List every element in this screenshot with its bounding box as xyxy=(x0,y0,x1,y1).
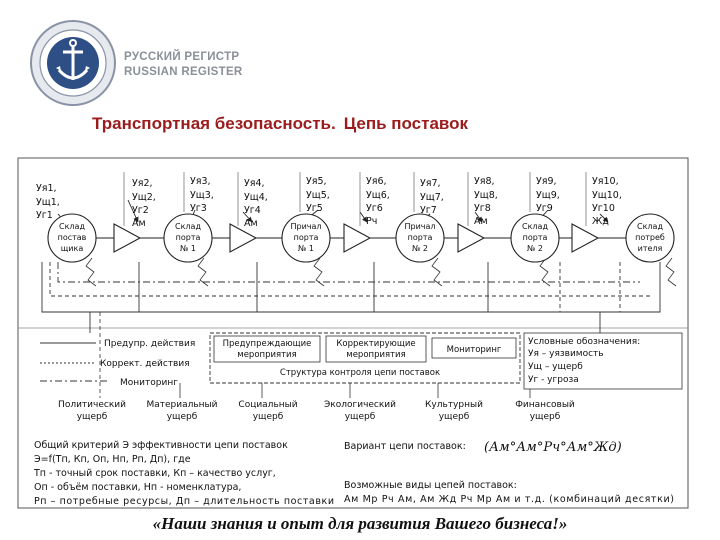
damage-material-1: Материальный xyxy=(146,400,218,410)
footer-slogan: «Наши знания и опыт для развития Вашего бизнеса!» xyxy=(152,514,568,533)
label-ug4: Уг4 xyxy=(244,205,261,216)
label-ush1: Ущ1, xyxy=(36,197,60,208)
damage-ecological-1: Экологический xyxy=(324,400,396,410)
label-uya1: Уя1, xyxy=(36,183,57,194)
label-ug2: Уг2 xyxy=(132,205,149,216)
label-uya7: Уя7, xyxy=(420,178,441,189)
transport-triangle-4 xyxy=(458,224,484,252)
damage-financial-2: ущерб xyxy=(529,412,561,422)
label-uya4: Уя4, xyxy=(244,178,265,189)
label-ush9: Ущ9, xyxy=(536,190,560,201)
brand-name-en: RUSSIAN REGISTER xyxy=(124,66,243,78)
label-ug1: Уг1 xyxy=(36,210,53,221)
label-uya10: Уя10, xyxy=(592,176,619,187)
label-uya3: Уя3, xyxy=(190,176,211,187)
preventive-line1: Предупреждающие xyxy=(222,339,312,349)
criterion-def-3: Рп – потребные ресурсы, Дп – длительность поставки xyxy=(34,496,334,507)
node-label-4c: № 2 xyxy=(412,244,428,253)
node-label-1a: Склад xyxy=(59,222,85,231)
chains-examples: Ам Мр Рч Ам, Ам Жд Рч Мр Ам и т.д. (комбинаций десятки) xyxy=(344,494,674,505)
node-label-6c: ителя xyxy=(637,244,663,253)
corrective-line1: Корректирующие xyxy=(336,339,416,349)
node-label-1b: постав xyxy=(57,233,87,242)
node-label-2b: порта xyxy=(175,233,201,242)
notation-uya: Уя – уязвимость xyxy=(528,349,604,359)
damage-ecological-2: ущерб xyxy=(344,412,376,422)
node-label-5c: № 2 xyxy=(527,244,543,253)
variant-formula: (Ам°Ам°Рч°Ам°Жд) xyxy=(484,440,622,455)
label-mode6: Рч xyxy=(366,216,378,227)
node-label-4a: Причал xyxy=(404,222,436,231)
control-structure-label: Структура контроля цепи поставок xyxy=(279,368,441,378)
label-ush5: Ущ5, xyxy=(306,190,330,201)
chains-label: Возможные виды цепей поставок: xyxy=(344,480,517,491)
criterion-title: Общий критерий Э эффективности цепи поставок xyxy=(34,440,288,451)
label-uya6: Уя6, xyxy=(366,176,387,187)
transport-triangle-3 xyxy=(344,224,370,252)
notation-ug: Уг - угроза xyxy=(528,375,579,385)
damage-social-2: ущерб xyxy=(252,412,284,422)
label-ug9: Уг9 xyxy=(536,203,553,214)
label-mode8: Ам xyxy=(474,216,488,227)
label-ug3: Уг3 xyxy=(190,203,207,214)
preventive-line2: мероприятия xyxy=(237,350,297,360)
node-label-5b: порта xyxy=(522,233,548,242)
label-mode4: Ам xyxy=(244,218,258,229)
damage-political-1: Политический xyxy=(58,400,126,410)
label-ush6: Ущ6, xyxy=(366,190,390,201)
transport-triangle-5 xyxy=(572,224,598,252)
node-label-3b: порта xyxy=(293,233,319,242)
title-sub: Цепь поставок xyxy=(343,114,469,133)
legend-monitoring: Мониторинг xyxy=(120,378,178,388)
label-uya9: Уя9, xyxy=(536,176,557,187)
label-ush2: Ущ2, xyxy=(132,192,156,203)
damage-political-2: ущерб xyxy=(76,412,108,422)
criterion-def-1: Тп - точный срок поставки, Кп – качество услуг, xyxy=(34,468,276,479)
damage-financial-1: Финансовый xyxy=(515,400,575,410)
node-label-1c: щика xyxy=(60,244,84,253)
label-ug6: Уг6 xyxy=(366,203,383,214)
label-mode10: Жд xyxy=(592,216,609,227)
corrective-line2: мероприятия xyxy=(346,350,406,360)
node-label-6b: потреб xyxy=(635,233,665,242)
legend-corrective: Коррект. действия xyxy=(100,359,190,369)
damage-material-2: ущерб xyxy=(166,412,198,422)
feedback-lines xyxy=(42,262,660,333)
label-ush3: Ущ3, xyxy=(190,190,214,201)
damage-cultural-2: ущерб xyxy=(438,412,470,422)
label-uya2: Уя2, xyxy=(132,178,153,189)
label-ug8: Уг8 xyxy=(474,203,491,214)
title-main: Транспортная безопасность. xyxy=(92,114,336,133)
label-ush7: Ущ7, xyxy=(420,192,444,203)
node-label-5a: Склад xyxy=(522,222,548,231)
label-ug10: Уг10 xyxy=(592,203,615,214)
label-uya5: Уя5, xyxy=(306,176,327,187)
label-ush8: Ущ8, xyxy=(474,190,498,201)
label-ush10: Ущ10, xyxy=(592,190,622,201)
node-label-3a: Причал xyxy=(290,222,322,231)
brand-name-ru: РУССКИЙ РЕГИСТР xyxy=(124,51,240,63)
notation-ush: Ущ – ущерб xyxy=(528,362,583,372)
node-label-3c: № 1 xyxy=(298,244,314,253)
legend-preventive: Предупр. действия xyxy=(104,339,196,349)
notation-title: Условные обозначения: xyxy=(528,337,641,347)
node-label-6a: Склад xyxy=(637,222,663,231)
monitoring-box-label: Мониторинг xyxy=(446,345,502,355)
damage-cultural-1: Культурный xyxy=(425,400,483,410)
label-mode2: Ам xyxy=(132,218,146,229)
label-ug7: Уг7 xyxy=(420,205,437,216)
node-label-2a: Склад xyxy=(175,222,201,231)
label-uya8: Уя8, xyxy=(474,176,495,187)
label-ush4: Ущ4, xyxy=(244,192,268,203)
criterion-def-2: Оп - объём поставки, Нп - номенклатура, xyxy=(34,482,242,493)
variant-label: Вариант цепи поставок: xyxy=(344,441,466,452)
node-label-2c: № 1 xyxy=(180,244,196,253)
criterion-formula: Э=f(Тп, Кп, Оп, Нп, Рп, Дп), где xyxy=(34,454,191,465)
node-label-4b: порта xyxy=(407,233,433,242)
damage-social-1: Социальный xyxy=(238,400,298,410)
label-ug5: Уг5 xyxy=(306,203,323,214)
